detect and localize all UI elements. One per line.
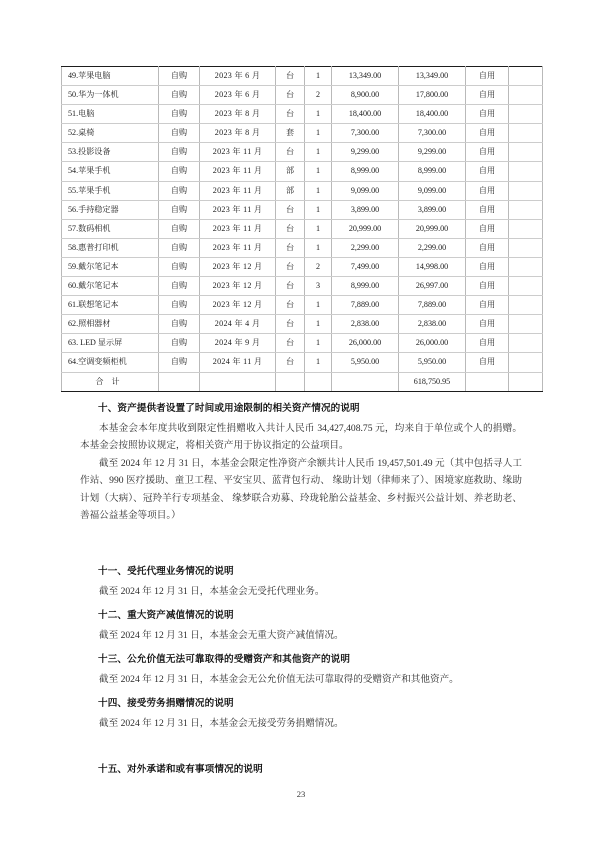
cell-source: 自购 [159,86,200,105]
cell-total-unit [276,372,305,391]
cell-name: 55.苹果手机 [62,181,159,200]
cell-use: 自用 [466,219,509,238]
cell-use: 自用 [466,353,509,372]
cell-unit: 台 [276,334,305,353]
cell-amount: 7,889.00 [399,296,466,315]
cell-use: 自用 [466,162,509,181]
cell-qty: 1 [305,353,332,372]
cell-total-extra [509,372,543,391]
cell-qty: 1 [305,67,332,86]
cell-unit: 台 [276,219,305,238]
cell-date: 2023 年 12 月 [200,277,276,296]
cell-price: 2,838.00 [332,315,399,334]
cell-name: 57.数码相机 [62,219,159,238]
cell-total-amount: 618,750.95 [399,372,466,391]
cell-price: 7,499.00 [332,257,399,276]
cell-source: 自购 [159,219,200,238]
table-row [62,67,543,86]
table-row [62,124,543,143]
cell-total-use [466,372,509,391]
cell-unit: 台 [276,315,305,334]
cell-date: 2023 年 11 月 [200,181,276,200]
cell-qty: 1 [305,200,332,219]
cell-qty: 2 [305,257,332,276]
cell-source: 自购 [159,67,200,86]
fixed-asset-table-body [62,67,543,392]
cell-extra [509,124,543,143]
cell-extra [509,296,543,315]
cell-source: 自购 [159,162,200,181]
cell-unit: 台 [276,200,305,219]
cell-qty: 1 [305,124,332,143]
cell-price: 7,300.00 [332,124,399,143]
cell-unit: 台 [276,67,305,86]
cell-date: 2023 年 8 月 [200,124,276,143]
cell-amount: 17,800.00 [399,86,466,105]
section-heading-15: 十五、对外承诺和或有事项情况的说明 [98,764,263,775]
table-row [62,181,543,200]
cell-extra [509,238,543,257]
cell-unit: 台 [276,143,305,162]
cell-name: 54.苹果手机 [62,162,159,181]
cell-amount: 7,300.00 [399,124,466,143]
page-number: 23 [296,789,306,799]
cell-unit: 部 [276,181,305,200]
section-10-paragraph-1: 本基金会本年度共收到限定性捐赠收入共计人民币 34,427,408.75 元，均来自于单位或个人的捐赠。本基金会按照协议规定，将相关资产用于协议指定的公益项目。 [80,423,522,452]
cell-unit: 台 [276,105,305,124]
cell-price: 8,900.00 [332,86,399,105]
cell-total-label: 合 计 [62,372,159,391]
cell-date: 2024 年 9 月 [200,334,276,353]
cell-unit: 套 [276,124,305,143]
cell-source: 自购 [159,353,200,372]
cell-qty: 1 [305,143,332,162]
cell-extra [509,200,543,219]
fixed-asset-table-container [61,66,542,392]
table-row [62,200,543,219]
fixed-asset-table [61,66,543,392]
section-12-paragraph-1: 截至 2024 年 12 月 31 日，本基金会无重大资产减值情况。 [99,630,344,641]
cell-date: 2023 年 6 月 [200,86,276,105]
section-10-paragraph-2: 截至 2024 年 12 月 31 日，本基金会限定性净资产余额共计人民币 19,457,501.49 元（其中包括寻人工作站、990 医疗援助、童卫工程、平安宝贝、蓝背包行动、 缘助计划（律师来了）、困境家庭救助、缘助计划（大病）、冠羚羊行专项基金、 缘梦联合劝募、玲珑轮胎公益基金、乡村振兴公益计划、养老助老、善福公益基金等项目。） [80,458,522,522]
section-heading-13: 十三、公允价值无法可靠取得的受赠资产和其他资产的说明 [98,654,351,665]
table-row [62,219,543,238]
cell-unit: 台 [276,238,305,257]
cell-price: 26,000.00 [332,334,399,353]
cell-use: 自用 [466,238,509,257]
cell-extra [509,334,543,353]
cell-amount: 5,950.00 [399,353,466,372]
cell-price: 2,299.00 [332,238,399,257]
table-row [62,105,543,124]
table-row [62,143,543,162]
cell-name: 63. LED 显示屏 [62,334,159,353]
cell-qty: 2 [305,86,332,105]
cell-extra [509,143,543,162]
section-heading-10: 十、资产提供者设置了时间或用途限制的相关资产情况的说明 [98,403,360,414]
cell-price: 7,889.00 [332,296,399,315]
cell-extra [509,105,543,124]
cell-source: 自购 [159,334,200,353]
cell-source: 自购 [159,277,200,296]
cell-source: 自购 [159,315,200,334]
cell-use: 自用 [466,105,509,124]
cell-source: 自购 [159,238,200,257]
cell-unit: 部 [276,162,305,181]
cell-price: 3,899.00 [332,200,399,219]
cell-name: 52.桌椅 [62,124,159,143]
cell-use: 自用 [466,296,509,315]
cell-unit: 台 [276,353,305,372]
cell-name: 56.手持稳定器 [62,200,159,219]
cell-name: 51.电脑 [62,105,159,124]
cell-amount: 3,899.00 [399,200,466,219]
cell-name: 58.惠普打印机 [62,238,159,257]
cell-amount: 2,838.00 [399,315,466,334]
cell-source: 自购 [159,124,200,143]
cell-name: 64.空调变频柜机 [62,353,159,372]
cell-extra [509,353,543,372]
cell-use: 自用 [466,67,509,86]
cell-total-source [159,372,200,391]
table-row [62,238,543,257]
cell-unit: 台 [276,296,305,315]
table-row [62,334,543,353]
section-heading-12: 十二、重大资产减值情况的说明 [98,610,234,621]
cell-use: 自用 [466,124,509,143]
cell-date: 2024 年 4 月 [200,315,276,334]
cell-use: 自用 [466,143,509,162]
cell-amount: 26,997.00 [399,277,466,296]
cell-qty: 1 [305,219,332,238]
cell-source: 自购 [159,200,200,219]
cell-amount: 18,400.00 [399,105,466,124]
table-row [62,86,543,105]
cell-price: 8,999.00 [332,162,399,181]
cell-source: 自购 [159,105,200,124]
cell-qty: 1 [305,238,332,257]
cell-source: 自购 [159,143,200,162]
cell-use: 自用 [466,277,509,296]
cell-price: 13,349.00 [332,67,399,86]
cell-name: 61.联想笔记本 [62,296,159,315]
cell-use: 自用 [466,200,509,219]
cell-price: 18,400.00 [332,105,399,124]
cell-unit: 台 [276,86,305,105]
cell-amount: 14,998.00 [399,257,466,276]
table-row [62,315,543,334]
cell-name: 62.照相器材 [62,315,159,334]
cell-date: 2023 年 6 月 [200,67,276,86]
cell-qty: 1 [305,181,332,200]
cell-name: 49.苹果电脑 [62,67,159,86]
cell-date: 2023 年 11 月 [200,143,276,162]
cell-date: 2023 年 11 月 [200,238,276,257]
cell-date: 2023 年 11 月 [200,219,276,238]
table-total-row [62,372,543,391]
cell-unit: 台 [276,257,305,276]
table-row [62,162,543,181]
cell-date: 2023 年 12 月 [200,296,276,315]
cell-amount: 13,349.00 [399,67,466,86]
cell-name: 60.戴尔笔记本 [62,277,159,296]
cell-total-qty [305,372,332,391]
cell-extra [509,219,543,238]
cell-extra [509,67,543,86]
cell-date: 2023 年 11 月 [200,200,276,219]
cell-use: 自用 [466,315,509,334]
cell-price: 9,299.00 [332,143,399,162]
section-heading-14: 十四、接受劳务捐赠情况的说明 [98,698,234,709]
cell-extra [509,181,543,200]
cell-amount: 2,299.00 [399,238,466,257]
cell-use: 自用 [466,86,509,105]
cell-date: 2023 年 12 月 [200,257,276,276]
section-heading-11: 十一、受托代理业务情况的说明 [98,566,234,577]
cell-use: 自用 [466,334,509,353]
cell-amount: 8,999.00 [399,162,466,181]
cell-source: 自购 [159,181,200,200]
cell-qty: 1 [305,334,332,353]
cell-qty: 1 [305,162,332,181]
table-row [62,353,543,372]
section-13-paragraph-1: 截至 2024 年 12 月 31 日，本基金会无公允价值无法可靠取得的受赠资产和其他资产。 [99,674,459,685]
cell-name: 53.投影设备 [62,143,159,162]
cell-total-date [200,372,276,391]
section-14-paragraph-1: 截至 2024 年 12 月 31 日，本基金会无接受劳务捐赠情况。 [99,718,344,729]
cell-date: 2023 年 11 月 [200,162,276,181]
cell-price: 8,999.00 [332,277,399,296]
cell-use: 自用 [466,257,509,276]
table-row [62,277,543,296]
cell-extra [509,86,543,105]
cell-unit: 台 [276,277,305,296]
table-row [62,296,543,315]
section-11-paragraph-1: 截至 2024 年 12 月 31 日，本基金会无受托代理业务。 [99,586,325,597]
cell-date: 2023 年 8 月 [200,105,276,124]
cell-qty: 3 [305,277,332,296]
cell-extra [509,277,543,296]
cell-price: 9,099.00 [332,181,399,200]
cell-qty: 1 [305,296,332,315]
cell-qty: 1 [305,105,332,124]
table-row [62,257,543,276]
cell-amount: 26,000.00 [399,334,466,353]
cell-use: 自用 [466,181,509,200]
cell-date: 2024 年 11 月 [200,353,276,372]
cell-amount: 20,999.00 [399,219,466,238]
cell-name: 59.戴尔笔记本 [62,257,159,276]
cell-amount: 9,299.00 [399,143,466,162]
cell-extra [509,162,543,181]
cell-extra [509,257,543,276]
cell-amount: 9,099.00 [399,181,466,200]
cell-name: 50.华为一体机 [62,86,159,105]
cell-total-price [332,372,399,391]
cell-price: 20,999.00 [332,219,399,238]
cell-source: 自购 [159,296,200,315]
cell-price: 5,950.00 [332,353,399,372]
cell-qty: 1 [305,315,332,334]
cell-extra [509,315,543,334]
cell-source: 自购 [159,257,200,276]
